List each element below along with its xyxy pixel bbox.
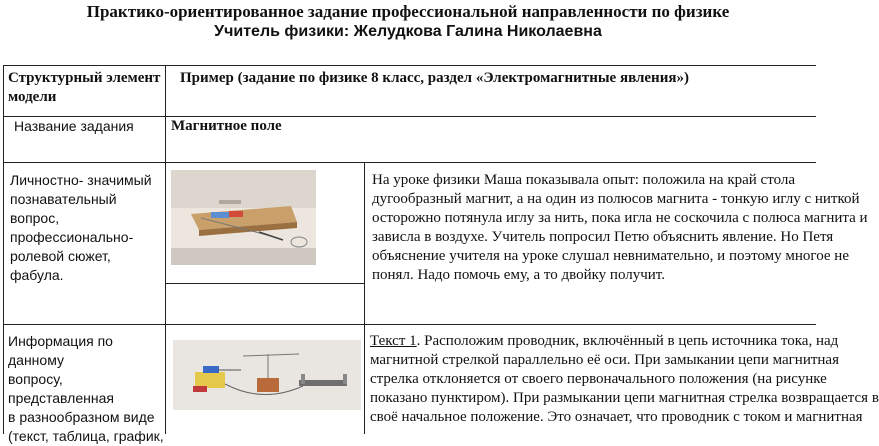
document-title: Практико-ориентированное задание профессиональной направленности по физике bbox=[86, 2, 730, 21]
task-name-label: Название задания bbox=[14, 118, 134, 134]
question-text: На уроке физики Маша показывала опыт: положила на край стола дугообразный магнит, а на один из полюсов магнита - тонкую иглу с ниткой осторожно потянула иглу за нить, пока игла не соскочила с полюса магнита и зависла в воздухе. Учитель попросил Петю объяснить явление. Но Петя объяснение учителя на уроке слушал невнимательно, и поэтому многое не понял. Надо помочь ему, а то двойку получит. bbox=[372, 172, 868, 283]
info-label: Информация по данному вопросу, представленная в разнообразном виде (текст, таблица, график, bbox=[8, 333, 164, 444]
circuit-photo bbox=[173, 340, 361, 410]
col2-header: Пример (задание по физике 8 класс, раздел «Электромагнитные явления») bbox=[180, 70, 689, 86]
text-1-link[interactable]: Текст 1 bbox=[370, 333, 417, 349]
question-label: Личностно- значимый познавательный вопрос, профессионально- ролевой сюжет, фабула. bbox=[10, 172, 152, 283]
info-text: Текст 1. Расположим проводник, включённый в цепь источника тока, над магнитной стрелкой параллельно её оси. При замыкании цепи магнитная стрелка отклоняется от своего первоначального положения (на рисунке показано пунктиром). При размыкании цепи магнитная стрелка возвращается в своё начальное положение. Это означает, что проводник с током и магнитная bbox=[370, 333, 879, 425]
teacher-name: Учитель физики: Желудкова Галина Николаевна bbox=[214, 23, 602, 40]
task-name-value: Магнитное поле bbox=[171, 118, 282, 134]
magnet-experiment-photo bbox=[171, 170, 316, 265]
col1-header: Структурный элемент модели bbox=[8, 70, 161, 105]
